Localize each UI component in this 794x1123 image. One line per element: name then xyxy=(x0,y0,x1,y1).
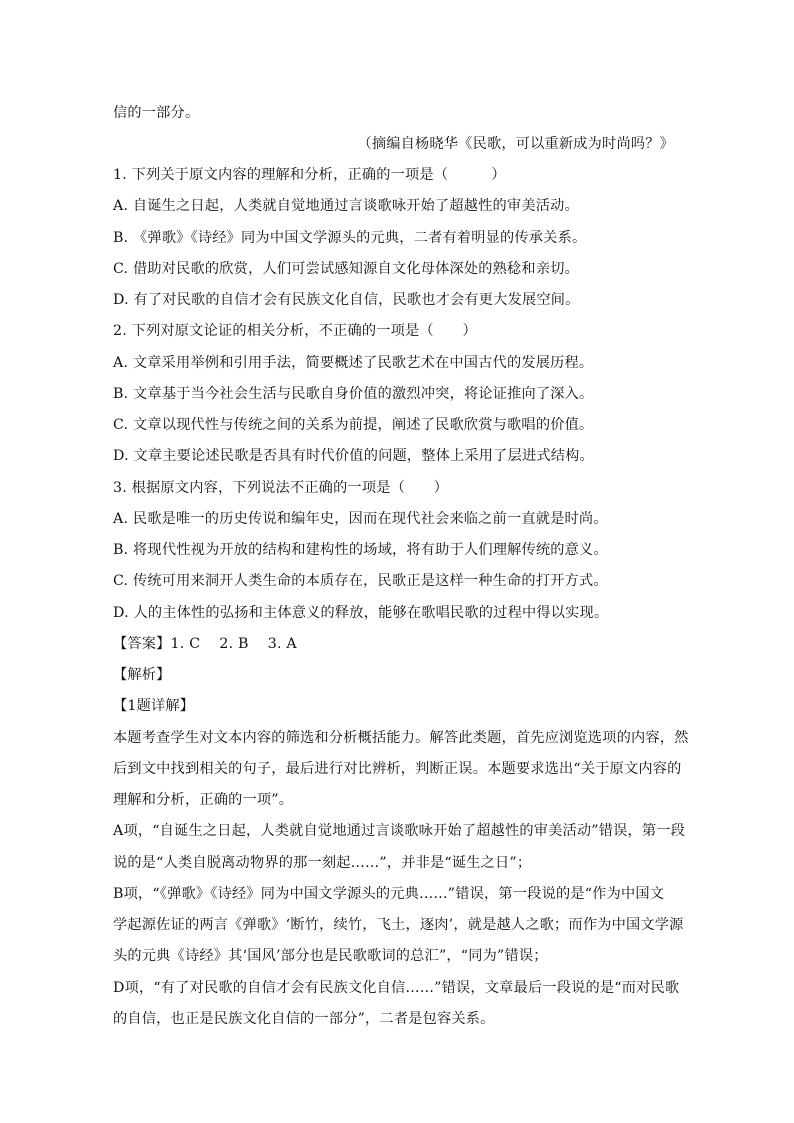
explanation-line: A项，“自诞生之日起，人类就自觉地通过言谈歌咏开始了超越性的审美活动”错误，第一段 xyxy=(113,823,686,839)
explanation-line: 本题考查学生对文本内容的筛选和分析概括能力。解答此类题，首先应浏览选项的内容，然 xyxy=(113,730,689,746)
q1-option-d: D. 有了对民歌的自信才会有民族文化自信，民歌也才会有更大发展空间。 xyxy=(113,292,580,308)
explanation-line: 的自信，也正是民族文化自信的一部分”，二者是包容关系。 xyxy=(113,1011,495,1027)
q2-option-c: C. 文章以现代性与传统之间的关系为前提，阐述了民歌欣赏与歌唱的价值。 xyxy=(113,417,594,433)
explanation-line: 后到文中找到相关的句子，最后进行对比辨析，判断正误。本题要求选出“关于原文内容的 xyxy=(113,761,682,777)
q2-option-d: D. 文章主要论述民歌是否具有时代价值的问题，整体上采用了层进式结构。 xyxy=(113,448,594,464)
q1-option-a: A. 自诞生之日起，人类就自觉地通过言谈歌咏开始了超越性的审美活动。 xyxy=(113,198,579,214)
q1-option-c: C. 借助对民歌的欣赏，人们可尝试感知源自文化母体深处的熟稔和亲切。 xyxy=(113,261,579,277)
q3-option-b: B. 将现代性视为开放的结构和建构性的场域，将有助于人们理解传统的意义。 xyxy=(113,542,608,558)
question-2-stem: 2. 下列对原文论证的相关分析，不正确的一项是（ ） xyxy=(113,323,477,339)
explanation-line: 理解和分析，正确的一项”。 xyxy=(113,792,294,808)
question-1-stem: 1. 下列关于原文内容的理解和分析，正确的一项是（ ） xyxy=(113,167,506,183)
question-3-stem: 3. 根据原文内容，下列说法不正确的一项是（ ） xyxy=(113,480,449,496)
q3-option-a: A. 民歌是唯一的历史传说和编年史，因而在现代社会来临之前一直就是时尚。 xyxy=(113,511,608,527)
q1-option-b: B. 《弹歌》《诗经》同为中国文学源头的元典，二者有着明显的传承关系。 xyxy=(113,230,587,246)
explanation-line: D项，“有了对民歌的自信才会有民族文化自信……”错误，文章最后一段说的是“而对民歌 xyxy=(113,980,680,996)
explanation-line: 头的元典《诗经》其‘国风’部分也是民歌歌词的总汇”，“同为”错误； xyxy=(113,948,548,964)
explanation-line: 学起源佐证的两言《弹歌》‘断竹，续竹，飞土，逐肉’，就是越人之歌；而作为中国文学源 xyxy=(113,917,684,933)
answer-key: 【答案】1. C 2. B 3. A xyxy=(113,636,297,652)
q2-option-a: A. 文章采用举例和引用手法，简要概述了民歌艺术在中国古代的发展历程。 xyxy=(113,355,594,371)
q3-option-d: D. 人的主体性的弘扬和主体意义的释放，能够在歌唱民歌的过程中得以实现。 xyxy=(113,605,609,621)
explanation-line: 说的是“人类自脱离动物界的那一刻起……”，并非是“诞生之日”； xyxy=(113,855,532,871)
explanation-line: B项，“《弹歌》《诗经》同为中国文学源头的元典……”错误，第一段说的是“作为中国文 xyxy=(113,886,665,902)
q2-option-b: B. 文章基于当今社会生活与民歌自身价值的激烈冲突，将论证推向了深入。 xyxy=(113,386,594,402)
analysis-heading: 【解析】 xyxy=(113,667,171,683)
text-line: 信的一部分。 xyxy=(113,105,200,121)
q1-detail-heading: 【1题详解】 xyxy=(113,698,195,714)
q3-option-c: C. 传统可用来洞开人类生命的本质存在，民歌正是这样一种生命的打开方式。 xyxy=(113,573,608,589)
source-citation: （摘编自杨晓华《民歌，可以重新成为时尚吗？》 xyxy=(357,136,674,152)
